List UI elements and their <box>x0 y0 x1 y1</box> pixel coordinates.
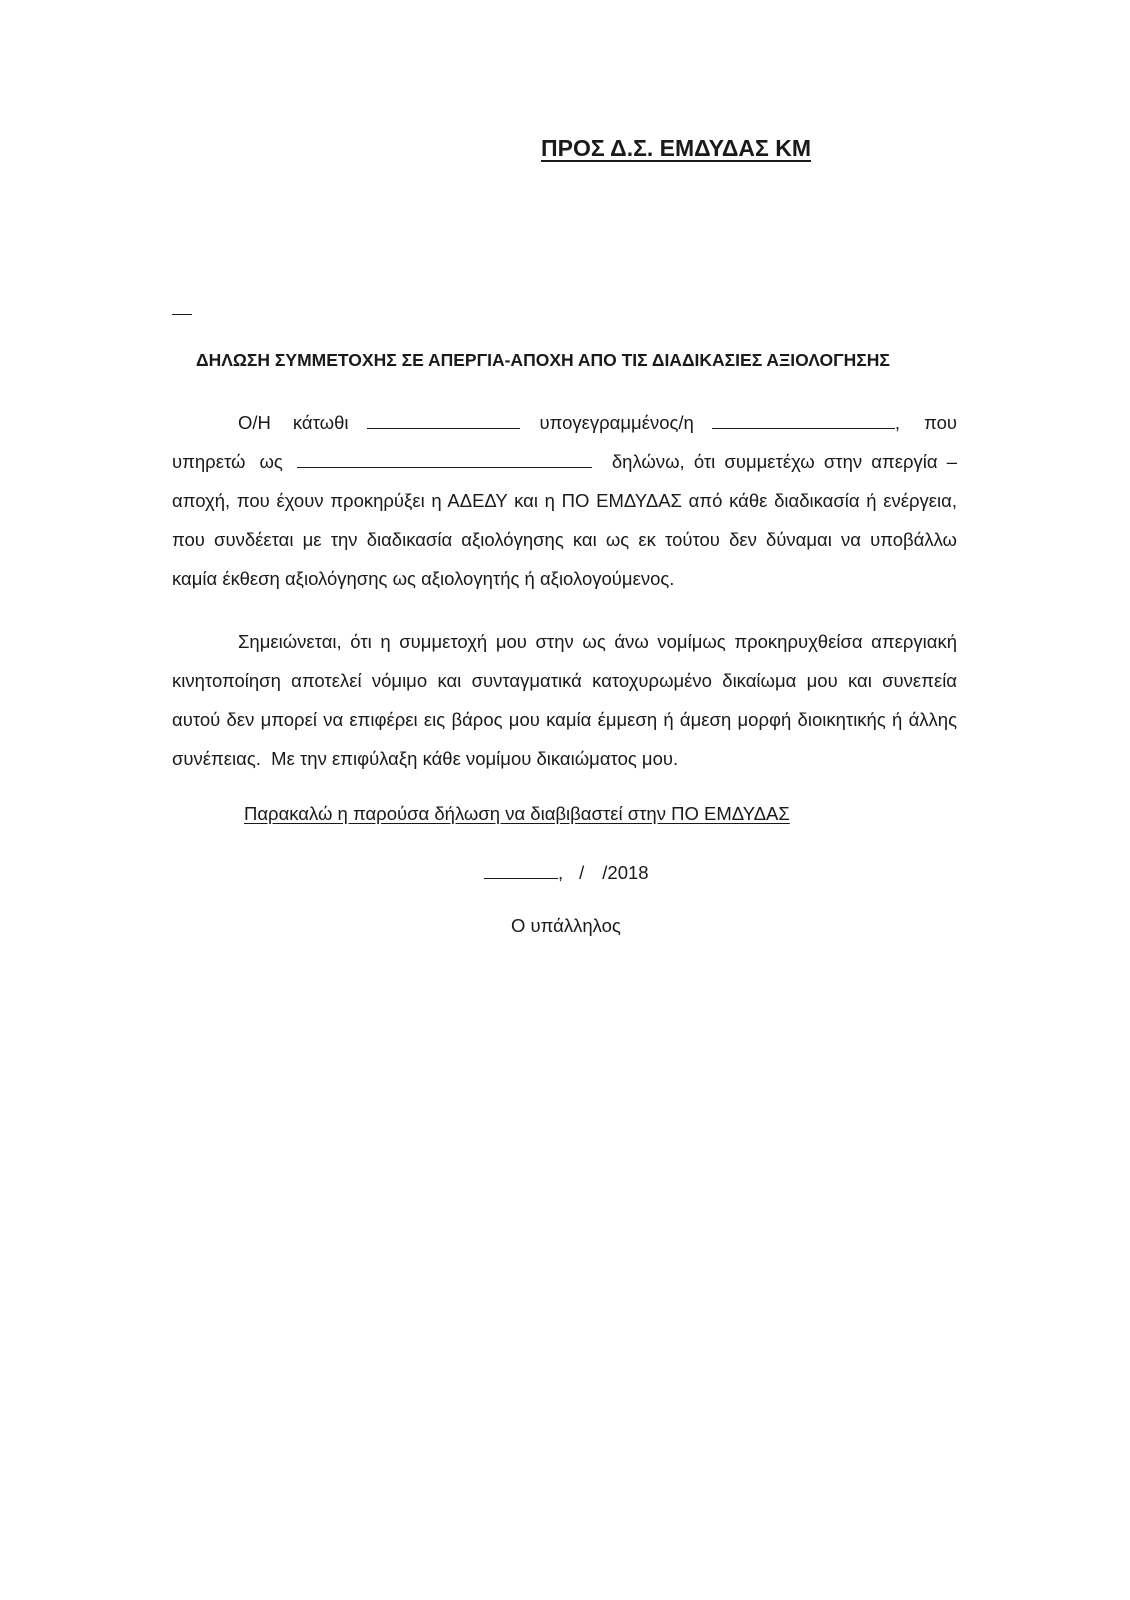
document-title: ΔΗΛΩΣΗ ΣΥΜΜΕΤΟΧΗΣ ΣΕ ΑΠΕΡΓΙΑ-ΑΠΟΧΗ ΑΠΟ ΤΙΣ ΔΙΑΔΙΚΑΣΙΕΣ ΑΞΙΟΛΟΓΗΣΗΣ <box>196 350 890 370</box>
paragraph1-line2 <box>172 442 957 481</box>
paragraph1-line1 <box>172 403 957 442</box>
signature-label: Ο υπάλληλος <box>511 915 621 936</box>
paragraph1-line4: που συνδέεται με την διαδικασία αξιολόγησης και ως εκ τούτου δεν δύναμαι να υποβάλλω <box>172 529 957 550</box>
date-line <box>484 858 649 884</box>
forward-request: Παρακαλώ η παρούσα δήλωση να διαβιβαστεί στην ΠΟ ΕΜΔΥΔΑΣ <box>244 803 790 824</box>
paragraph2-line4: συνέπειας. Με την επιφύλαξη κάθε νομίμου δικαιώματος μου. <box>172 748 679 769</box>
text-segment: κάτωθι <box>292 412 349 433</box>
declaration-paragraph <box>172 403 957 598</box>
date-comma: , <box>558 862 564 883</box>
text-segment: υπογεγραμμένος/η <box>539 412 694 433</box>
text-segment: , <box>894 412 900 433</box>
place-blank[interactable] <box>484 858 558 879</box>
paragraph1-line3: αποχή, που έχουν προκηρύξει η ΑΔΕΔΥ και η ΠΟ ΕΜΔΥΔΑΣ από κάθε διαδικασία ή ενέργεια, <box>172 490 957 511</box>
paragraph2-line2: κινητοποίηση αποτελεί νόμιμο και συνταγματικά κατοχυρωμένο δικαίωμα μου και συνεπεία <box>172 670 957 691</box>
date-slash: / <box>579 862 585 883</box>
paragraph2-line3: αυτού δεν μπορεί να επιφέρει εις βάρος μου καμία έμμεση ή άμεση μορφή διοικητικής ή άλλης <box>172 709 957 730</box>
text-segment: Ο/Η <box>238 412 271 433</box>
recipient-heading: ΠΡΟΣ Δ.Σ. ΕΜΔΥΔΑΣ ΚΜ <box>541 135 811 161</box>
text-segment: ως <box>259 451 283 472</box>
notice-paragraph <box>172 622 957 778</box>
paragraph1-line5: καμία έκθεση αξιολόγησης ως αξιολογητής ή αξιολογούμενος. <box>172 568 675 589</box>
name-blank[interactable] <box>367 404 520 429</box>
paragraph2-line1: Σημειώνεται, ότι η συμμετοχή μου στην ως άνω νομίμως προκηρυχθείσα απεργιακή <box>238 631 957 652</box>
date-year: /2018 <box>602 862 649 883</box>
text-segment: δηλώνω, ότι συμμετέχω στην απεργία – <box>611 451 957 472</box>
separator-dash <box>172 314 192 315</box>
text-segment: υπηρετώ <box>172 451 246 472</box>
surname-blank[interactable] <box>712 404 895 429</box>
position-blank[interactable] <box>297 443 592 468</box>
text-segment: που <box>924 412 957 433</box>
